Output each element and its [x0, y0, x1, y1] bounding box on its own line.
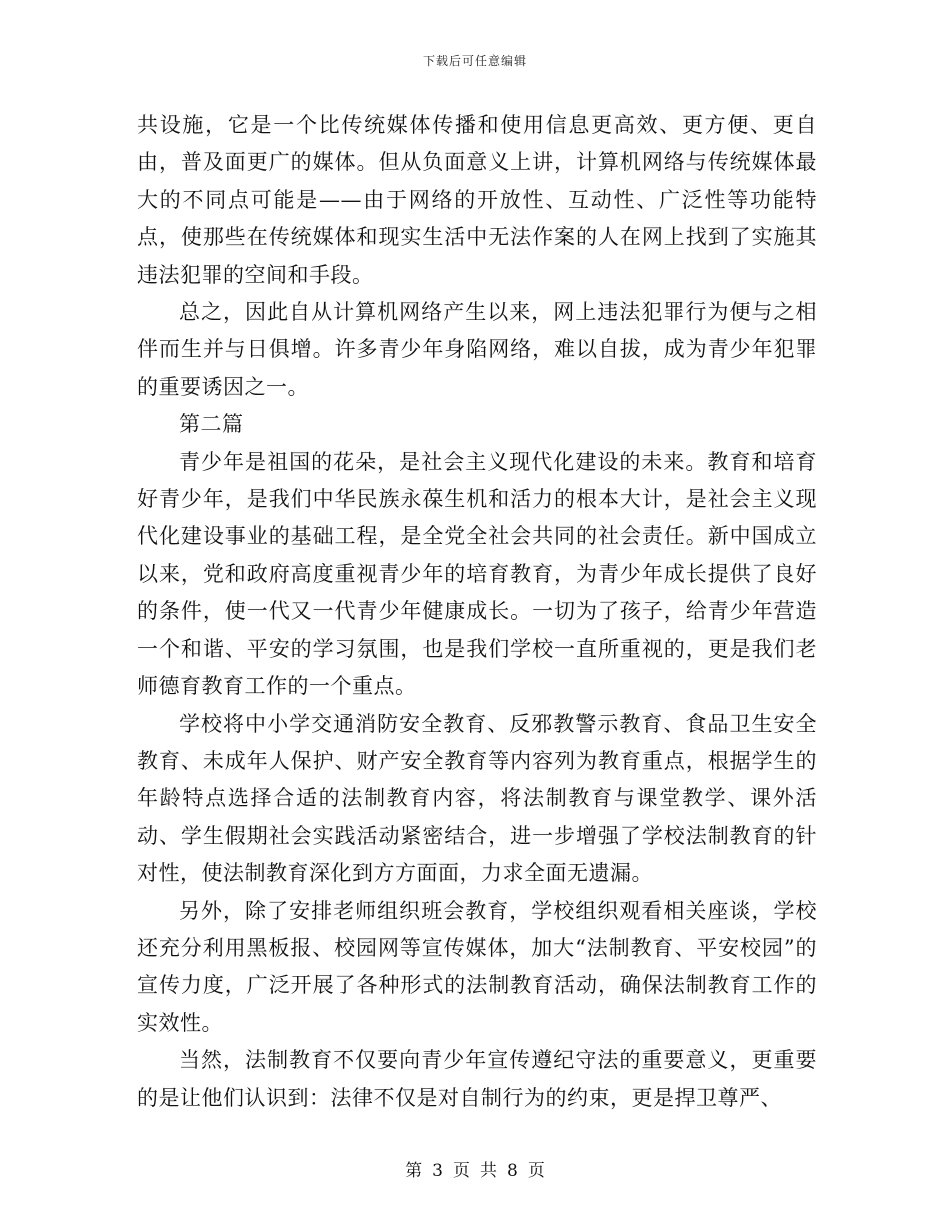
footer-total-prefix: 共	[480, 1161, 497, 1181]
paragraph-conclusion: 当然，法制教育不仅要向青少年宣传遵纪守法的重要意义，更重要的是让他们认识到：法律不仅是对自制行为的约束，更是捍卫尊严、	[137, 1048, 817, 1110]
footer-prefix: 第	[405, 1161, 423, 1181]
page-number: 3	[432, 1161, 443, 1181]
footer-total-unit: 页	[527, 1161, 545, 1181]
page-header: 下载后可任意编辑	[422, 54, 527, 68]
section-heading: 第二篇	[179, 412, 244, 437]
paragraph-summary: 总之，因此自从计算机网络产生以来，网上违法犯罪行为便与之相伴而生并与日俱增。许多青少年身陷网络，难以自拔，成为青少年犯罪的重要诱因之一。	[137, 300, 817, 399]
paragraph-youth: 青少年是祖国的花朵，是社会主义现代化建设的未来。教育和培育好青少年，是我们中华民族永葆生机和活力的根本大计，是社会主义现代化建设事业的基础工程，是全党全社会共同的社会责任。新中国成立以来，党和政府高度重视青少年的培育教育，为青少年成长提供了良好的条件，使一代又一代青少年健康成长。一切为了孩子，给青少年营造一个和谐、平安的学习氛围，也是我们学校一直所重视的，更是我们老师德育教育工作的一个重点。	[137, 449, 817, 699]
footer-page-unit: 页	[453, 1161, 470, 1181]
paragraph-school-education: 学校将中小学交通消防安全教育、反邪教警示教育、食品卫生安全教育、未成年人保护、财产安全教育等内容列为教育重点，根据学生的年龄特点选择合适的法制教育内容，将法制教育与课堂教学、课外活动、学生假期社会实践活动紧密结合，进一步增强了学校法制教育的针对性，使法制教育深化到方方面面，力求全面无遗漏。	[137, 711, 817, 886]
page-footer	[0, 1156, 950, 1181]
paragraph-continuation: 共设施，它是一个比传统媒体传播和使用信息更高效、更方便、更自由，普及面更广的媒体。但从负面意义上讲，计算机网络与传统媒体最大的不同点可能是——由于网络的开放性、互动性、广泛性等功能特点，使那些在传统媒体和现实生活中无法作案的人在网上找到了实施其违法犯罪的空间和手段。	[137, 113, 817, 287]
document-body	[137, 107, 817, 1117]
total-pages: 8	[507, 1161, 518, 1181]
paragraph-publicity: 另外，除了安排老师组织班会教育，学校组织观看相关座谈，学校还充分利用黑板报、校园网等宣传媒体，加大“法制教育、平安校园”的宣传力度，广泛开展了各种形式的法制教育活动，确保法制教育工作的实效性。	[137, 898, 817, 1035]
